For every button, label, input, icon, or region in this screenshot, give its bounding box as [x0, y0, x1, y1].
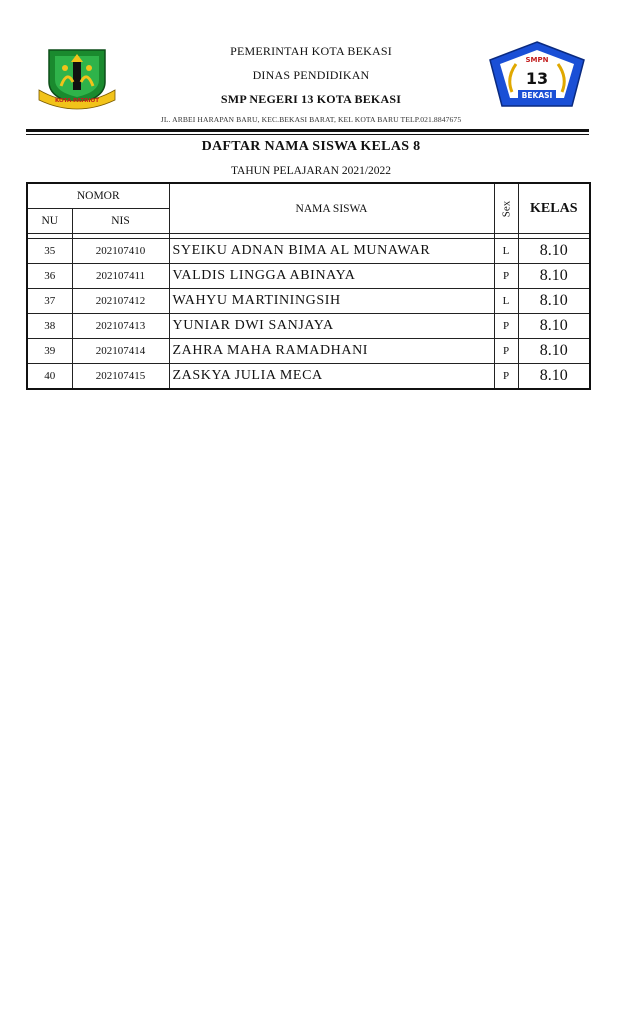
- cell-nu: 36: [27, 264, 72, 289]
- cell-sex: P: [494, 339, 518, 364]
- cell-sex: P: [494, 314, 518, 339]
- cell-kelas: 8.10: [518, 239, 590, 264]
- student-roster-table: [26, 182, 591, 390]
- col-header-nomor: NOMOR: [27, 183, 169, 209]
- svg-text:KOTA PATRIOT: KOTA PATRIOT: [54, 98, 100, 104]
- cell-kelas: 8.10: [518, 264, 590, 289]
- cell-nis: 202107413: [72, 314, 169, 339]
- table-row: [27, 364, 590, 390]
- cell-nama: ZASKYA JULIA MECA: [169, 364, 494, 390]
- department-name: DINAS PENDIDIKAN: [252, 68, 370, 82]
- cell-nu: 40: [27, 364, 72, 390]
- school-address: JL. ARBEI HARAPAN BARU, KEC.BEKASI BARAT, KEL KOTA BARU TELP.021.8847675: [160, 115, 462, 124]
- svg-text:SMPN: SMPN: [525, 56, 549, 64]
- cell-nu: 39: [27, 339, 72, 364]
- cell-nis: 202107414: [72, 339, 169, 364]
- cell-nama: VALDIS LINGGA ABINAYA: [169, 264, 494, 289]
- svg-text:13: 13: [525, 69, 549, 88]
- cell-kelas: 8.10: [518, 364, 590, 390]
- cell-nu: 35: [27, 239, 72, 264]
- cell-nu: 37: [27, 289, 72, 314]
- cell-nama: SYEIKU ADNAN BIMA AL MUNAWAR: [169, 239, 494, 264]
- cell-sex: P: [494, 364, 518, 390]
- government-name: PEMERINTAH KOTA BEKASI: [230, 44, 392, 58]
- cell-sex: L: [494, 289, 518, 314]
- cell-kelas: 8.10: [518, 289, 590, 314]
- smpn13-logo-icon: [486, 40, 588, 110]
- cell-nis: 202107412: [72, 289, 169, 314]
- col-header-kelas: KELAS: [518, 183, 590, 234]
- academic-year: TAHUN PELAJARAN 2021/2022: [230, 165, 392, 177]
- cell-nis: 202107410: [72, 239, 169, 264]
- col-header-sex-label: Sex: [500, 200, 512, 217]
- cell-nama: WAHYU MARTININGSIH: [169, 289, 494, 314]
- cell-kelas: 8.10: [518, 339, 590, 364]
- cell-sex: P: [494, 264, 518, 289]
- school-name: SMP NEGERI 13 KOTA BEKASI: [220, 92, 402, 106]
- cell-sex: L: [494, 239, 518, 264]
- cell-nu: 38: [27, 314, 72, 339]
- table-row: [27, 289, 590, 314]
- cell-nama: YUNIAR DWI SANJAYA: [169, 314, 494, 339]
- header-divider-thin: [26, 134, 589, 135]
- document-title: DAFTAR NAMA SISWA KELAS 8: [201, 139, 421, 154]
- table-row: [27, 264, 590, 289]
- col-header-nama: NAMA SISWA: [169, 183, 494, 234]
- col-header-nu: NU: [27, 209, 72, 234]
- col-header-sex: [494, 183, 518, 234]
- table-row: [27, 314, 590, 339]
- letterhead: [0, 0, 622, 130]
- cell-kelas: 8.10: [518, 314, 590, 339]
- svg-text:BEKASI: BEKASI: [521, 91, 553, 100]
- cell-nama: ZAHRA MAHA RAMADHANI: [169, 339, 494, 364]
- table-row: [27, 239, 590, 264]
- table-row: [27, 339, 590, 364]
- col-header-nis: NIS: [72, 209, 169, 234]
- header-row-top: [27, 183, 590, 209]
- cell-nis: 202107415: [72, 364, 169, 390]
- header-divider-thick: [26, 129, 589, 132]
- roster-body: [27, 239, 590, 390]
- cell-nis: 202107411: [72, 264, 169, 289]
